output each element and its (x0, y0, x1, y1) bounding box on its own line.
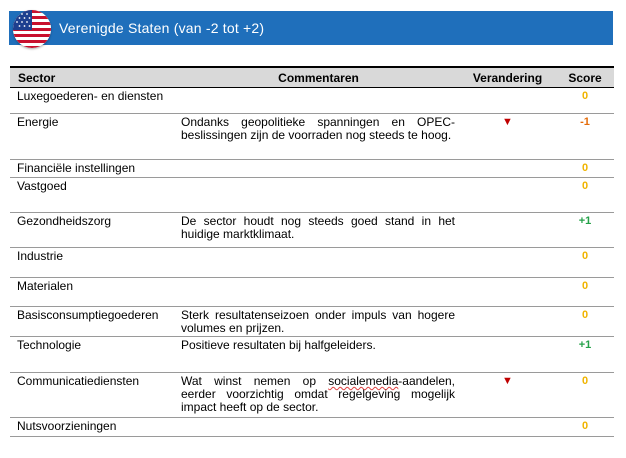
column-header-sector: Sector (10, 67, 178, 88)
change-cell (459, 160, 556, 178)
change-cell (459, 213, 556, 248)
table-row (10, 373, 614, 418)
change-cell (459, 307, 556, 337)
comment-text-part: Wat winst nemen op (181, 374, 329, 388)
change-cell (459, 178, 556, 213)
change-cell (459, 278, 556, 307)
sector-comment (178, 278, 459, 307)
table-row (10, 88, 614, 114)
table-header-row (10, 67, 614, 88)
sector-table (10, 66, 614, 437)
table-row (10, 213, 614, 248)
column-header-change: Verandering (459, 67, 556, 88)
sector-name: Vastgoed (10, 178, 178, 213)
table-row (10, 307, 614, 337)
sector-name: Basisconsumptiegoederen (10, 307, 178, 337)
sector-comment: Positieve resultaten bij halfgeleiders. (178, 337, 459, 373)
us-flag-icon (13, 10, 51, 48)
sector-name: Communicatiediensten (10, 373, 178, 418)
sector-comment (178, 418, 459, 437)
sector-score: 0 (556, 307, 614, 337)
sector-name: Nutsvoorzieningen (10, 418, 178, 437)
sector-name: Gezondheidszorg (10, 213, 178, 248)
sector-comment: Sterk resultatenseizoen onder impuls van hogere volumes en prijzen. (178, 307, 459, 337)
sector-name: Financiële instellingen (10, 160, 178, 178)
change-cell (459, 88, 556, 114)
change-cell (459, 114, 556, 160)
change-cell (459, 337, 556, 373)
spellcheck-marked-word: socialemedia (328, 374, 399, 388)
sector-score: +1 (556, 337, 614, 373)
table-row (10, 337, 614, 373)
sector-score: 0 (556, 178, 614, 213)
section-header (9, 11, 613, 45)
sector-name: Energie (10, 114, 178, 160)
sector-score: +1 (556, 213, 614, 248)
table-row (10, 418, 614, 437)
sector-name: Materialen (10, 278, 178, 307)
sector-name: Technologie (10, 337, 178, 373)
sector-comment (178, 373, 459, 418)
down-arrow-icon: ▼ (502, 375, 513, 387)
table-row (10, 114, 614, 160)
sector-score: 0 (556, 278, 614, 307)
sector-comment (178, 248, 459, 278)
table-row (10, 178, 614, 213)
sector-comment: Ondanks geopolitieke spanningen en OPEC-beslissingen zijn de voorraden nog steeds te hoog. (178, 114, 459, 160)
down-arrow-icon: ▼ (502, 116, 513, 128)
sector-comment (178, 160, 459, 178)
comment-text-part: -aandelen, eerder voorzichtig omdat regelgeving mogelijk impact heeft op de sector. (181, 374, 455, 414)
sector-name: Luxegoederen- en diensten (10, 88, 178, 114)
column-header-score: Score (556, 67, 614, 88)
table-row (10, 248, 614, 278)
sector-name: Industrie (10, 248, 178, 278)
sector-score: 0 (556, 418, 614, 437)
page-title: Verenigde Staten (van -2 tot +2) (59, 20, 265, 36)
sector-score: 0 (556, 248, 614, 278)
sector-comment (178, 88, 459, 114)
change-cell (459, 373, 556, 418)
sector-score: 0 (556, 160, 614, 178)
sector-score: 0 (556, 373, 614, 418)
table-row (10, 278, 614, 307)
table-row (10, 160, 614, 178)
change-cell (459, 248, 556, 278)
sector-comment (178, 178, 459, 213)
change-cell (459, 418, 556, 437)
sector-score: 0 (556, 88, 614, 114)
column-header-comments: Commentaren (178, 67, 459, 88)
sector-score: -1 (556, 114, 614, 160)
sector-comment: De sector houdt nog steeds goed stand in het huidige marktklimaat. (178, 213, 459, 248)
